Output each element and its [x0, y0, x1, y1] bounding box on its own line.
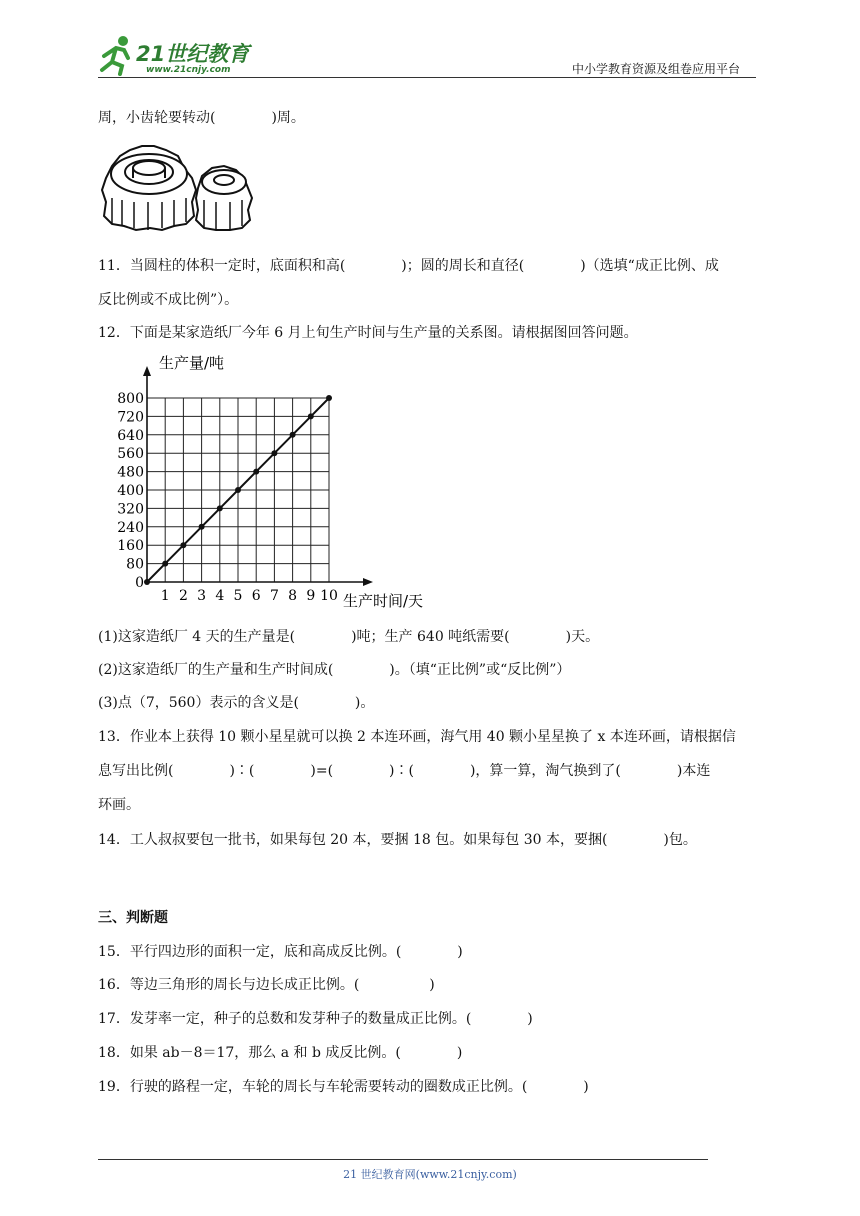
- x-tick-label: 1: [160, 588, 170, 604]
- question-12-stem: 12．下面是某家造纸厂今年 6 月上旬生产时间与生产量的关系图。请根据图回答问题。: [98, 325, 638, 341]
- footer-text: 21 世纪教育网(www.21cnjy.com): [343, 1168, 517, 1181]
- x-tick-label: 7: [269, 588, 279, 604]
- runner-logo-icon: [96, 34, 136, 76]
- question-11-line-1: 11．当圆柱的体积一定时，底面积和高( )；圆的周长和直径( )（选填“成正比例、成: [98, 258, 719, 274]
- question-13-line-3: 环画。: [98, 797, 140, 813]
- section-3-heading: 三、判断题: [98, 910, 168, 926]
- x-tick-label: 4: [215, 588, 225, 604]
- question-13-line-1: 13．作业本上获得 10 颗小星星就可以换 2 本连环画，海气用 40 颗小星星换了 x 本连环画，请根据信: [98, 729, 736, 745]
- question-16: 16．等边三角形的周长与边长成正比例。( ): [98, 977, 435, 993]
- data-point: [308, 413, 314, 419]
- question-12-part-1: (1)这家造纸厂 4 天的生产量是( )吨；生产 640 吨纸需要( )天。: [98, 629, 600, 645]
- x-axis-label: 生产时间/天: [343, 592, 424, 610]
- x-tick-label: 9: [306, 588, 316, 604]
- site-logo: [96, 34, 266, 76]
- data-point: [326, 395, 332, 401]
- data-point: [253, 469, 259, 475]
- gears-icon: [98, 138, 258, 234]
- y-tick-label: 0: [135, 575, 144, 591]
- production-line-chart: [98, 348, 470, 614]
- question-18: 18．如果 ab－8＝17，那么 a 和 b 成反比例。( ): [98, 1045, 463, 1061]
- x-axis-arrow-icon: [363, 578, 373, 586]
- y-tick-label: 160: [117, 538, 144, 555]
- header-rule: [98, 77, 756, 78]
- question-10-tail: 周，小齿轮要转动( )周。: [98, 110, 305, 126]
- x-tick-label: 3: [197, 588, 207, 604]
- data-point: [162, 561, 168, 567]
- x-tick-label: 10: [320, 588, 338, 604]
- question-17: 17．发芽率一定，种子的总数和发芽种子的数量成正比例。( ): [98, 1011, 533, 1027]
- y-tick-label: 720: [117, 409, 144, 426]
- question-11-line-2: 反比例或不成比例”）。: [98, 292, 239, 308]
- data-point: [180, 542, 186, 548]
- data-point: [271, 450, 277, 456]
- x-tick-label: 2: [178, 588, 188, 604]
- footer-rule: [98, 1159, 708, 1160]
- y-tick-label: 400: [117, 483, 144, 499]
- y-tick-label: 480: [117, 464, 144, 481]
- question-12-part-2: (2)这家造纸厂的生产量和生产时间成( )。（填“正比例”或“反比例”）: [98, 662, 571, 678]
- gears-illustration: [98, 138, 258, 234]
- x-tick-label: 5: [233, 588, 243, 604]
- y-axis-arrow-icon: [143, 366, 151, 376]
- production-chart: [98, 348, 470, 614]
- data-point: [290, 432, 296, 438]
- data-point: [235, 487, 241, 493]
- y-tick-label: 800: [117, 391, 144, 407]
- y-tick-label: 320: [117, 501, 144, 518]
- question-15: 15．平行四边形的面积一定，底和高成反比例。( ): [98, 944, 463, 960]
- data-point: [199, 524, 205, 530]
- y-tick-label: 640: [117, 427, 144, 444]
- y-axis-label: 生产量/吨: [159, 354, 225, 372]
- question-13-line-2: 息写出比例( )∶( )=( )∶( )，算一算，淘气换到了( )本连: [98, 763, 711, 779]
- platform-name: 中小学教育资源及组卷应用平台: [572, 62, 741, 76]
- x-tick-label: 8: [288, 588, 298, 604]
- logo-main-text: 21世纪教育: [136, 42, 250, 66]
- question-12-part-3: (3)点（7，560）表示的含义是( )。: [98, 695, 375, 711]
- y-tick-label: 240: [117, 519, 144, 536]
- y-tick-label: 560: [117, 446, 144, 463]
- logo-sub-text: www.21cnjy.com: [146, 65, 231, 75]
- question-14: 14．工人叔叔要包一批书，如果每包 20 本，要捆 18 包。如果每包 30 本，要捆( )包。: [98, 832, 697, 848]
- data-point: [217, 505, 223, 511]
- question-19: 19．行驶的路程一定，车轮的周长与车轮需要转动的圈数成正比例。( ): [98, 1079, 589, 1095]
- y-tick-label: 80: [126, 556, 144, 573]
- data-point: [144, 579, 150, 585]
- x-tick-label: 6: [251, 588, 261, 604]
